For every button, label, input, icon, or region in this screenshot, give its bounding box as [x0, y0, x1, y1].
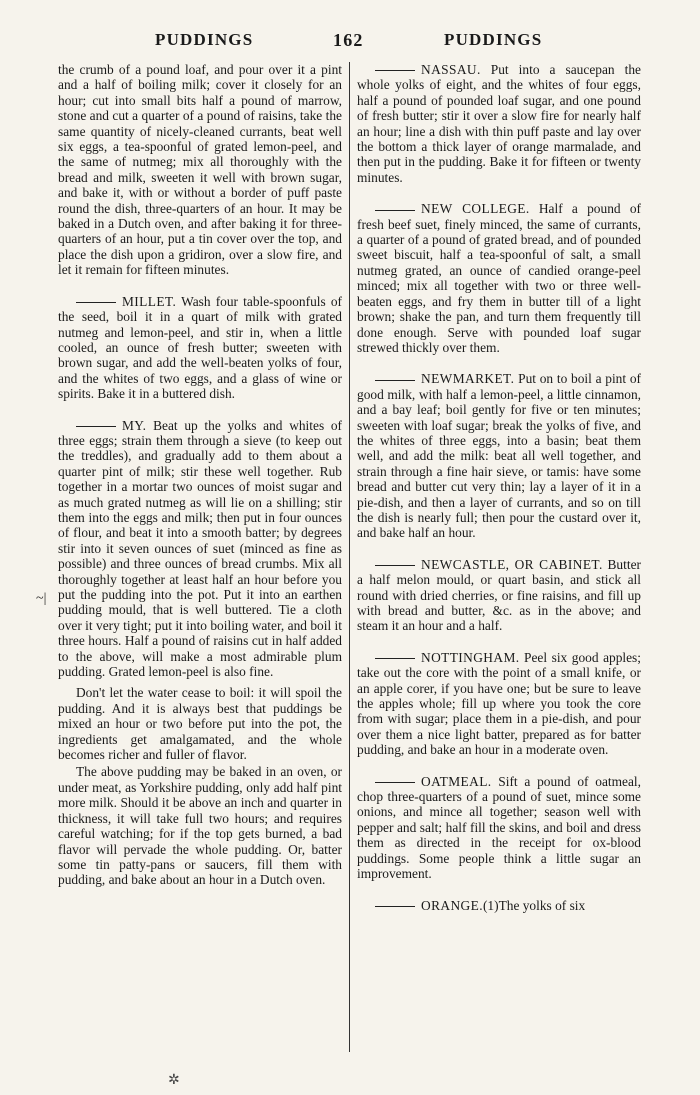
recipe-title: OATMEAL.	[421, 773, 492, 789]
recipe-title: NOTTINGHAM.	[421, 649, 520, 665]
recipe-my	[58, 418, 342, 680]
recipe-title: NEW COLLEGE.	[421, 201, 530, 217]
recipe-orange	[357, 898, 641, 913]
header-left: PUDDINGS	[155, 30, 254, 49]
entry-dash	[375, 782, 415, 783]
header-right: PUDDINGS	[444, 30, 543, 49]
recipe-newmarket	[357, 371, 641, 540]
note-paragraph: Don't let the water cease to boil: it will spoil the pudding. And it is always best that puddings be mixed an hour or two before put into the pot, the ingredients get amalgamated, and the whole becomes richer and fuller of flavor.	[58, 685, 342, 763]
recipe-text: Peel six good apples; take out the core with the point of a small knife, or an apple corer, if you have one; but be sure to leave the apples whole; fill up where you took the core from with sugar; place them in a pie-dish, and pour over them a nice light batter, prepared as for batter pudding, and bake an hour in a moderate oven.	[357, 649, 641, 758]
recipe-title: NEWMARKET.	[421, 371, 515, 387]
column-divider	[349, 62, 350, 1052]
page-number: 162	[333, 30, 364, 50]
recipe-title: MILLET.	[122, 293, 177, 309]
recipe-title: NEWCASTLE, OR CABINET.	[421, 556, 603, 572]
ornament-mark: ✲	[168, 1073, 180, 1088]
right-column	[357, 62, 641, 913]
continued-recipe-text: the crumb of a pound loaf, and pour over it a pint and a half of boiling milk; cover it closely for an hour; cut into small bits half a pound of marrow, stone and cut a quarter of a pound of raisins, take the same quantity of nicely-cleaned currants, beat well six eggs, a tea-spoonful of grated lemon-peel, and the same of nutmeg; mix all thoroughly with the bread and milk, sweeten it well with brown sugar, and bake it, with or without a border of puff paste round the dish, three-quarters of an hour. It may be baked in a Dutch oven, and after baking it for three-quarters of an hour, put a tin cover over the top, and place the dish upon a gridiron, over a slow fire, and let it remain for fifteen minutes.	[58, 62, 342, 278]
recipe-millet	[58, 294, 342, 402]
recipe-text: Half a pound of fresh beef suet, finely minced, the same of currants, a quarter of a pound of grated bread, and of pounded sweet biscuit, half a tea-spoonful of salt, a small nutmeg grated, an ounce of candied orange-peel minced; mix all together with two or three well-beaten eggs, and fry them in butter till of a light brown; shake the pan, and turn them frequently till done enough. Serve with pounded loaf sugar strewed thickly over them.	[357, 201, 641, 355]
note-paragraph: The above pudding may be baked in an oven, or under meat, as Yorkshire pudding, only add half pint more milk. Should it be above an inch and quarter in thickness, it will take full two hours; and requires careful watching; for if the top gets burned, a bad flavor will pervade the whole pudding. Or, batter some tin patty-pans or saucers, fill them with pudding, and bake about an hour in a Dutch oven.	[58, 764, 342, 888]
recipe-title: ORANGE.	[421, 897, 483, 913]
entry-dash	[375, 565, 415, 566]
recipe-text: Butter a half melon mould, or quart basin, and stick all round with dried cherries, or fine raisins, and fill up with bread and butter, &c. as in the above; and steam it an hour and a half.	[357, 556, 641, 634]
left-column	[58, 62, 342, 888]
recipe-title: MY.	[122, 417, 147, 433]
entry-dash	[76, 302, 116, 303]
recipe-newcastle	[357, 557, 641, 634]
recipe-text: (1)The yolks of six	[482, 897, 586, 913]
entry-dash	[375, 380, 415, 381]
recipe-text: Put on to boil a pint of good milk, with half a lemon-peel, a little cinnamon, and a bay leaf; boil gently for five or ten minutes; sweeten with loaf sugar; break the yolks of five, and the whites of three eggs, into a basin; beat them well, and add the milk: beat all well together, and strain through a fine hair sieve, or tamis: have some bread and butter cut very thin; lay a layer of it in a pie-dish, and then a layer of currants, and so on till the dish is nearly full; then pour the custard over it, and bake half an hour.	[357, 371, 641, 541]
recipe-text: Beat up the yolks and whites of three eggs; strain them through a sieve (to keep out the treddles), and gradually add to them about a quarter pint of milk; stir these well together. Rub together in a mortar two ounces of moist sugar and as much grated nutmeg as will lie on a shilling; stir them into the eggs and milk; then put in four ounces of flour, and beat it into a smooth batter; by degrees stir into it seven ounces of suet (minced as fine as possible) and three ounces of bread crumbs. Mix all thoroughly together at least half an hour before you put the pudding into the pot. Put it into an earthen pudding mould, that is well buttered. Tie a cloth over it very tight; put it into boiling water, and boil it three hours. Half a pound of raisins cut in half added to the above, will make a most admirable plum pudding. Grated lemon-peel is also fine.	[58, 417, 342, 680]
recipe-text: Wash four table-spoonfuls of the seed, boil it in a quart of milk with grated nutmeg and lemon-peel, and stir in, when a little cooled, an ounce of fresh butter; sweeten with brown sugar, and add the well-beaten yolks of four, and the whites of two eggs, and a glass of wine or spirits. Bake it in a buttered dish.	[58, 293, 343, 402]
entry-dash	[375, 906, 415, 907]
margin-annotation: ~|	[36, 591, 47, 606]
running-header	[0, 30, 700, 56]
recipe-title: NASSAU.	[421, 62, 481, 77]
entry-dash	[76, 426, 116, 427]
recipe-oatmeal	[357, 774, 641, 882]
entry-dash	[375, 658, 415, 659]
recipe-nassau	[357, 62, 641, 185]
entry-dash	[375, 70, 415, 71]
recipe-text: Put into a saucepan the whole yolks of eight, and the whites of four eggs, half a pound of pounded loaf sugar, and one pound of fresh butter; stir it over a slow fire for nearly half an hour; line a dish with thin puff paste and lay over the bottom a thick layer of orange marmalade, and then put in the pudding. Bake it for fifteen or twenty minutes.	[357, 62, 641, 185]
entry-dash	[375, 210, 415, 211]
recipe-new-college	[357, 201, 641, 355]
recipe-nottingham	[357, 650, 641, 758]
recipe-text: Sift a pound of oatmeal, chop three-quarters of a pound of suet, mince some onions, and mince all together; season well with pepper and salt; half fill the skins, and boil and dress them as directed in the receipt for ox-blood puddings. Some people think a little sugar an improvement.	[357, 773, 641, 882]
